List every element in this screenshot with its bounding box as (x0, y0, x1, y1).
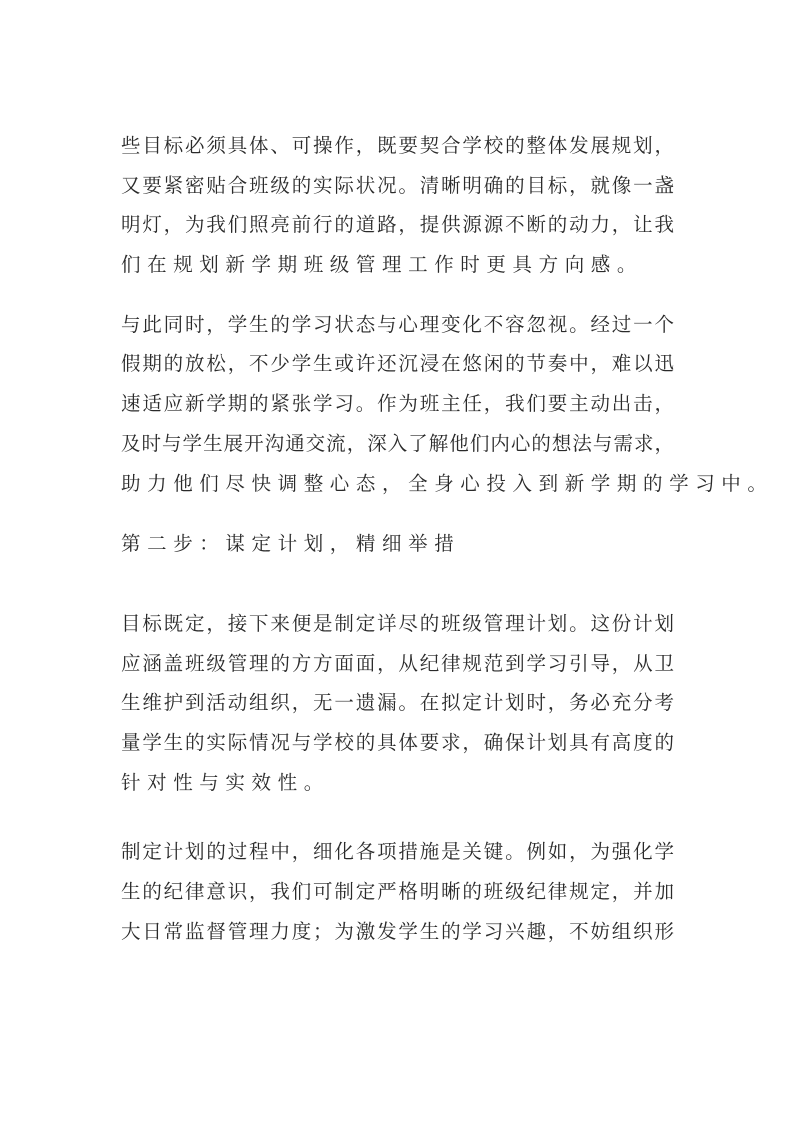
text-line: 生的纪律意识，我们可制定严格明晰的班级纪律规定，并加 (121, 880, 674, 903)
text-line: 又要紧密贴合班级的实际状况。清晰明确的目标，就像一盏 (121, 173, 674, 197)
text-line: 目标既定，接下来便是制定详尽的班级管理计划。这份计划 (121, 611, 674, 635)
text-line: 及时与学生展开沟通交流，深入了解他们内心的想法与需求， (121, 431, 674, 455)
text-line: 针对性与实效性。 (121, 770, 330, 794)
text-line: 大日常监督管理力度；为激发学生的学习兴趣，不妨组织形 (121, 919, 674, 943)
paragraph-plan (121, 610, 674, 808)
paragraph-measures (121, 838, 674, 957)
paragraph-student-state (121, 311, 774, 509)
text-line: 假期的放松，不少学生或许还沉浸在悠闲的节奏中，难以迅 (121, 352, 674, 376)
document-page (121, 132, 774, 957)
text-line: 明灯，为我们照亮前行的道路，提供源源不断的动力，让我 (121, 213, 674, 237)
paragraph-goals (121, 132, 674, 291)
heading-step-two: 第二步：谋定计划，精细举措 (121, 532, 461, 556)
text-line: 速适应新学期的紧张学习。作为班主任，我们要主动出击， (121, 392, 674, 416)
text-line: 助力他们尽快调整心态，全身心投入到新学期的学习中。 (121, 471, 774, 495)
text-line: 量学生的实际情况与学校的具体要求，确保计划具有高度的 (121, 730, 674, 754)
text-line: 些目标必须具体、可操作，既要契合学校的整体发展规划， (121, 134, 674, 157)
text-line: 应涵盖班级管理的方方面面，从纪律规范到学习引导，从卫 (121, 651, 674, 675)
text-line: 制定计划的过程中，细化各项措施是关键。例如，为强化学 (121, 840, 674, 864)
section-heading (121, 530, 674, 570)
text-line: 生维护到活动组织，无一遗漏。在拟定计划时，务必充分考 (121, 691, 674, 715)
text-line: 与此同时，学生的学习状态与心理变化不容忽视。经过一个 (121, 312, 674, 336)
text-line: 们在规划新学期班级管理工作时更具方向感。 (121, 253, 644, 277)
